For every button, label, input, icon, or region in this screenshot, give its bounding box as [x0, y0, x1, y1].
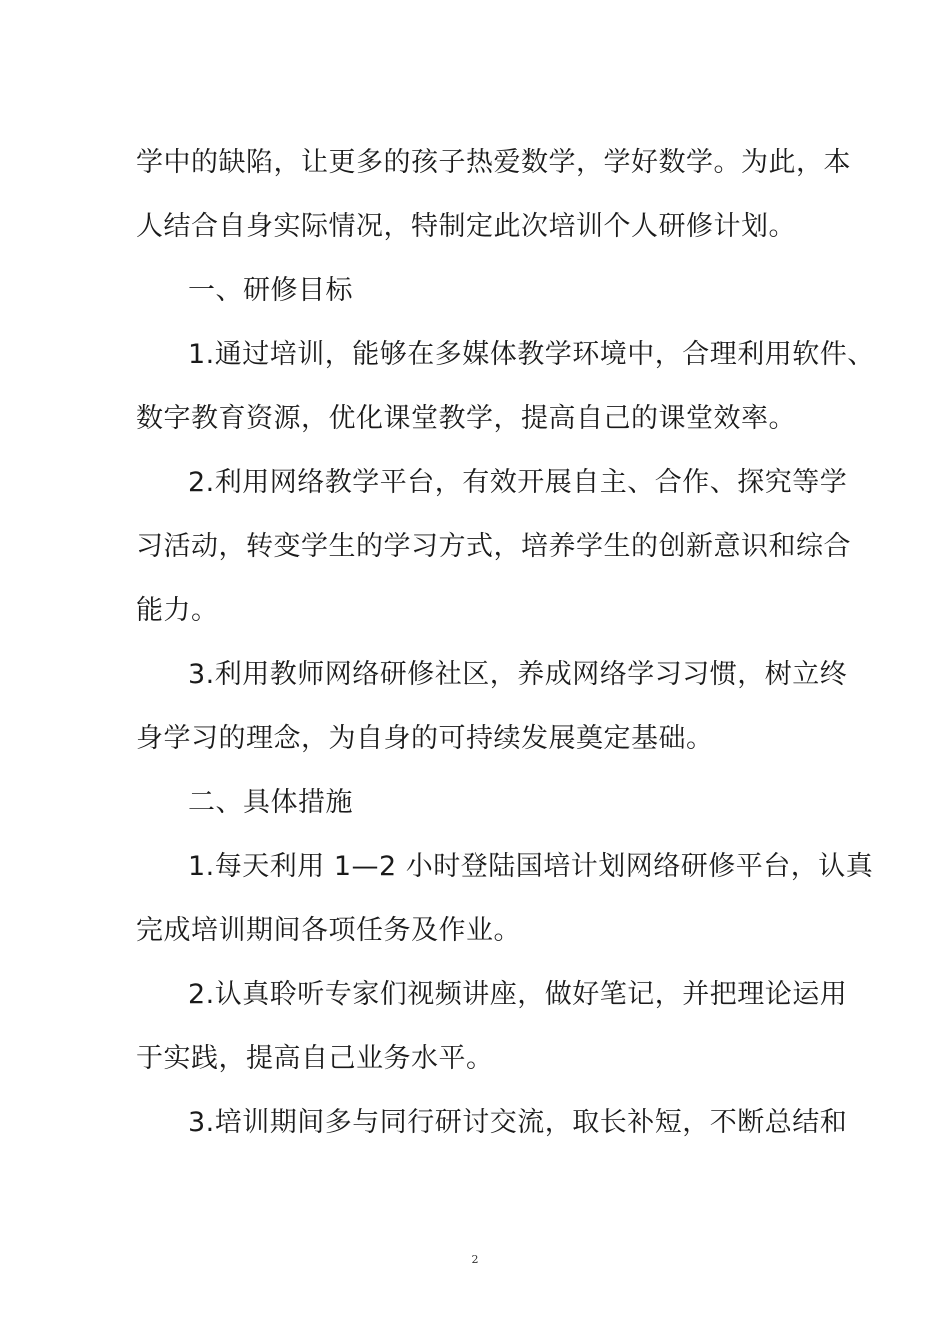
section-heading-measures: 二、具体措施	[188, 787, 353, 818]
page-number: 2	[471, 1253, 479, 1266]
list-item-measure-1: 1.每天利用 1—2 小时登陆国培计划网络研修平台，认真	[188, 851, 874, 882]
body-text-line: 能力。	[136, 595, 219, 626]
list-item-goal-3: 3.利用教师网络研修社区，养成网络学习习惯，树立终	[188, 659, 848, 690]
body-text-line: 习活动，转变学生的学习方式，培养学生的创新意识和综合	[136, 531, 851, 562]
body-text-line: 人结合自身实际情况，特制定此次培训个人研修计划。	[136, 211, 796, 242]
list-item-measure-3: 3.培训期间多与同行研讨交流，取长补短，不断总结和	[188, 1107, 848, 1138]
body-text-line: 身学习的理念，为自身的可持续发展奠定基础。	[136, 723, 714, 754]
body-text-line: 数字教育资源，优化课堂教学，提高自己的课堂效率。	[136, 403, 796, 434]
section-heading-goals: 一、研修目标	[188, 275, 353, 306]
body-text-line: 学中的缺陷，让更多的孩子热爱数学，学好数学。为此，本	[136, 147, 851, 178]
body-text-line: 于实践，提高自己业务水平。	[136, 1043, 494, 1074]
list-item-goal-2: 2.利用网络教学平台，有效开展自主、合作、探究等学	[188, 467, 848, 498]
body-text-line: 完成培训期间各项任务及作业。	[136, 915, 521, 946]
list-item-goal-1: 1.通过培训，能够在多媒体教学环境中，合理利用软件、	[188, 339, 875, 370]
list-item-measure-2: 2.认真聆听专家们视频讲座，做好笔记，并把理论运用	[188, 979, 848, 1010]
